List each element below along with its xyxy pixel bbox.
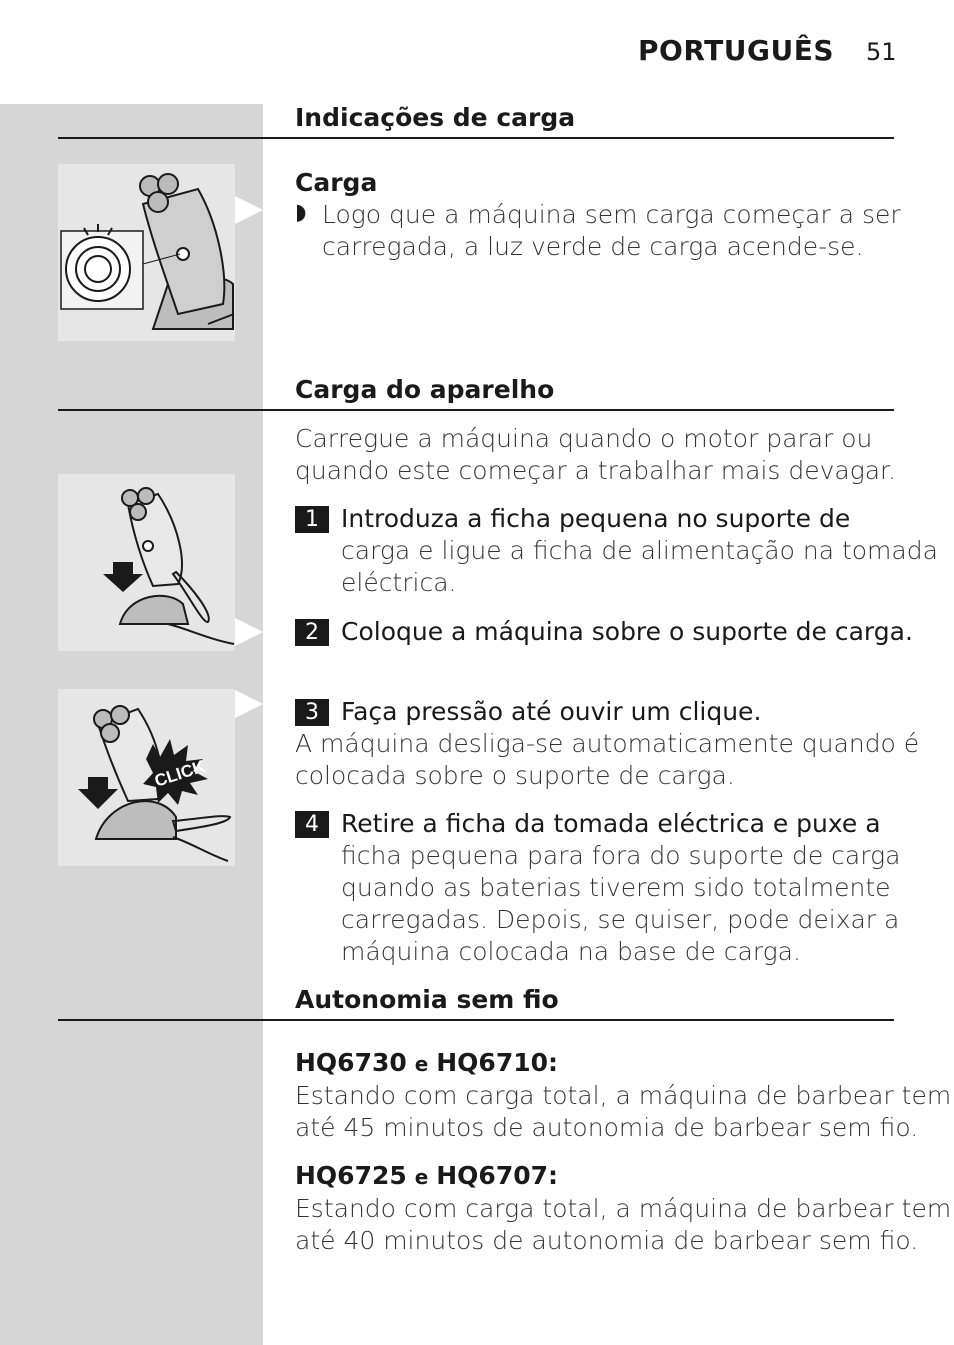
illustration-pointer: [235, 618, 263, 646]
intro-line: Carregue a máquina quando o motor parar ou: [295, 424, 873, 453]
model-name: HQ6710:: [436, 1048, 559, 1077]
step-number-badge: 3: [295, 699, 329, 726]
illustration-charge-light: [58, 164, 235, 341]
illustration-click: [58, 689, 235, 866]
step3-note-line: A máquina desliga-se automaticamente quando é: [295, 729, 920, 758]
step-line: Retire a ficha da tomada eléctrica e puxe a: [341, 809, 881, 838]
step-number-badge: 4: [295, 811, 329, 838]
illustration-pointer: [235, 196, 263, 224]
shaver-charge-light-icon: [58, 164, 235, 341]
step-line: carga e ligue a ficha de alimentação na tomada: [341, 536, 938, 565]
intro-line: quando este começar a trabalhar mais devagar.: [295, 456, 896, 485]
model-description-line: Estando com carga total, a máquina de barbear tem: [295, 1194, 952, 1223]
model-description-line: até 45 minutos de autonomia de barbear sem fio.: [295, 1113, 919, 1142]
step-line: Introduza a ficha pequena no suporte de: [341, 504, 851, 533]
model-description-line: até 40 minutos de autonomia de barbear sem fio.: [295, 1226, 919, 1255]
model-description-line: Estando com carga total, a máquina de barbear tem: [295, 1081, 952, 1110]
step-line: quando as baterias tiverem sido totalmente: [341, 873, 891, 902]
model-heading: [295, 1047, 558, 1080]
step-number-badge: 1: [295, 506, 329, 533]
model-joiner: e: [414, 1165, 429, 1189]
step3-note-line: colocada sobre o suporte de carga.: [295, 761, 735, 790]
illustration-place-on-stand: [58, 474, 235, 651]
shaver-on-stand-icon: [58, 474, 235, 651]
step-line: eléctrica.: [341, 568, 457, 597]
language-header: PORTUGUÊS: [638, 34, 834, 67]
model-joiner: e: [414, 1052, 429, 1076]
step-line: ficha pequena para fora do suporte de carga: [341, 841, 901, 870]
section-divider: [58, 137, 894, 139]
section-heading-cordless: Autonomia sem fio: [295, 985, 559, 1014]
illustration-pointer: [235, 690, 263, 718]
section-heading-charge-indications: Indicações de carga: [295, 103, 576, 132]
sub-heading-charge: Carga: [295, 168, 378, 197]
section-divider: [58, 409, 894, 411]
page-number: 51: [866, 38, 897, 66]
bullet-line: Logo que a máquina sem carga começar a ser: [322, 200, 901, 229]
model-heading: [295, 1160, 558, 1193]
section-heading-charging: Carga do aparelho: [295, 375, 555, 404]
model-name: HQ6730: [295, 1048, 407, 1077]
click-label: CLICK: [152, 756, 208, 791]
step-line: Faça pressão até ouvir um clique.: [341, 697, 762, 726]
section-divider: [58, 1019, 894, 1021]
shaver-click-icon: [58, 689, 235, 866]
bullet-icon: ◗: [295, 200, 307, 225]
step-line: Coloque a máquina sobre o suporte de carga.: [341, 617, 913, 646]
model-name: HQ6707:: [436, 1161, 559, 1190]
model-name: HQ6725: [295, 1161, 407, 1190]
step-line: máquina colocada na base de carga.: [341, 937, 801, 966]
bullet-line: carregada, a luz verde de carga acende-se.: [322, 232, 864, 261]
step-number-badge: 2: [295, 619, 329, 646]
step-line: carregadas. Depois, se quiser, pode deixar a: [341, 905, 900, 934]
